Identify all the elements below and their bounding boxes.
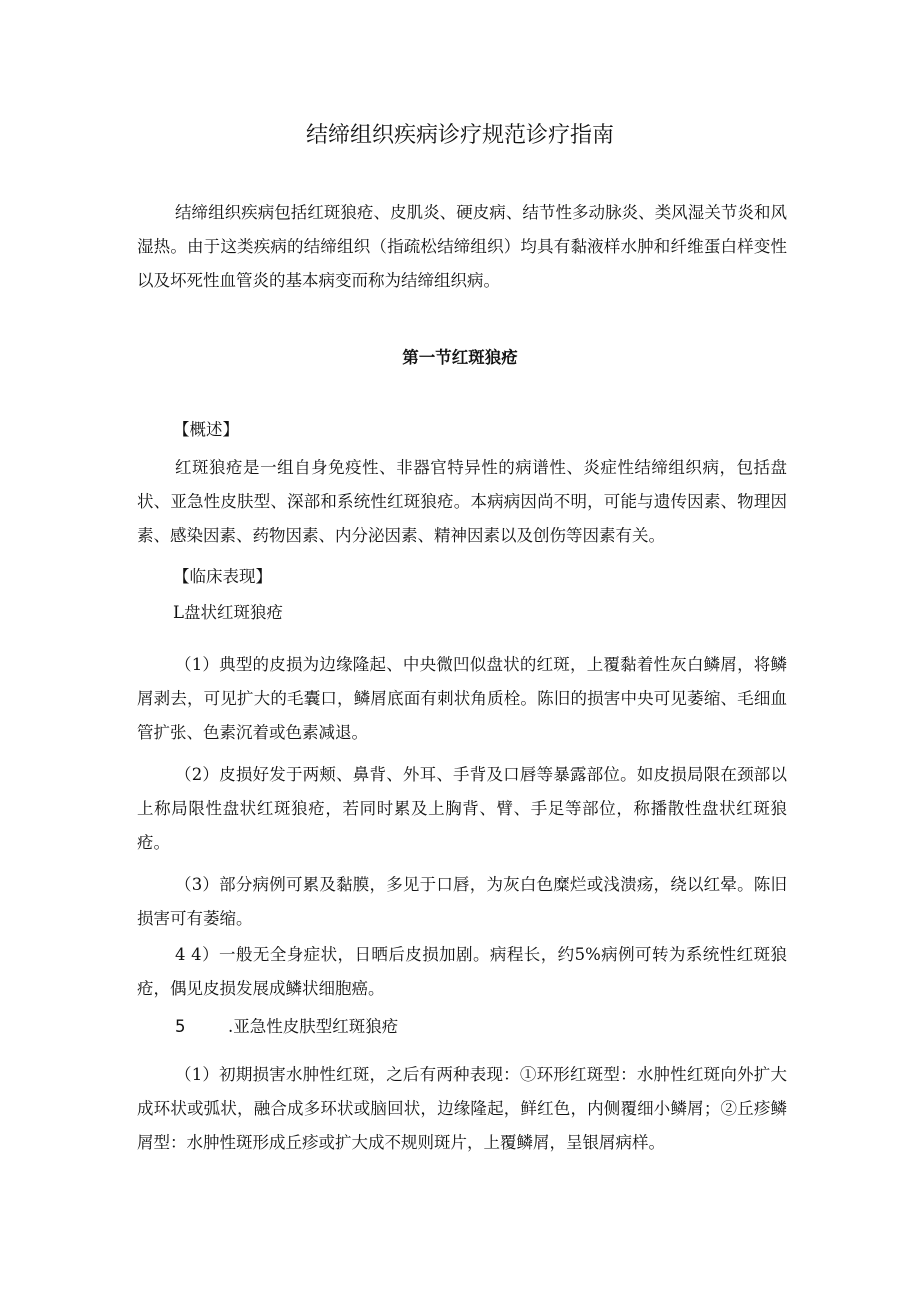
list-item-3: （3）部分病例可累及黏膜，多见于口唇，为灰白色糜烂或浅溃疡，绕以红晕。陈旧损害可有萎缩。	[137, 875, 787, 928]
subsection-number: 5	[175, 1017, 186, 1036]
document-title: 结缔组织疾病诊疗规范诊疗指南	[305, 123, 614, 148]
list-item-4: 4 4）一般无全身症状，日晒后皮损加剧。病程长，约5%病例可转为系统性红斑狼疮，偶见皮损发展成鳞状细胞癌。	[137, 945, 787, 998]
list-item-2: （2）皮损好发于两颊、鼻背、外耳、手背及口唇等暴露部位。如皮损局限在颈部以上称局限性盘状红斑狼疮，若同时累及上胸背、臂、手足等部位，称播散性盘状红斑狼疮。	[137, 765, 787, 852]
subsection-heading-discoid: L盘状红斑狼疮	[173, 603, 283, 622]
list-item-1: （1）典型的皮损为边缘隆起、中央微凹似盘状的红斑，上覆黏着性灰白鳞屑，将鳞屑剥去，可见扩大的毛囊口，鳞屑底面有刺状角质栓。陈旧的损害中央可见萎缩、毛细血管扩张、色素沉着或色素减退。	[137, 655, 787, 742]
overview-paragraph: 红斑狼疮是一组自身免疫性、非器官特异性的病谱性、炎症性结缔组织病，包括盘状、亚急性皮肤型、深部和系统性红斑狼疮。本病病因尚不明，可能与遗传因素、物理因素、感染因素、药物因素、内分泌因素、精神因素以及创伤等因素有关。	[137, 458, 787, 545]
clinical-label: 【临床表现】	[173, 567, 272, 586]
section-heading: 第一节红斑狼疮	[402, 348, 518, 367]
list-item-5: （1）初期损害水肿性红斑，之后有两种表现：①环形红斑型：水肿性红斑向外扩大成环状或弧状，融合成多环状或脑回状，边缘隆起，鲜红色，内侧覆细小鳞屑；②丘疹鳞屑型：水肿性斑形成丘疹或扩大成不规则斑片，上覆鳞屑，呈银屑病样。	[137, 1065, 787, 1152]
subsection-heading-subacute: .亚急性皮肤型红斑狼疮	[228, 1017, 399, 1036]
overview-label: 【概述】	[173, 420, 239, 439]
intro-paragraph: 结缔组织疾病包括红斑狼疮、皮肌炎、硬皮病、结节性多动脉炎、类风湿关节炎和风湿热。由于这类疾病的结缔组织（指疏松结缔组织）均具有黏液样水肿和纤维蛋白样变性以及坏死性血管炎的基本病变而称为结缔组织病。	[137, 203, 787, 290]
